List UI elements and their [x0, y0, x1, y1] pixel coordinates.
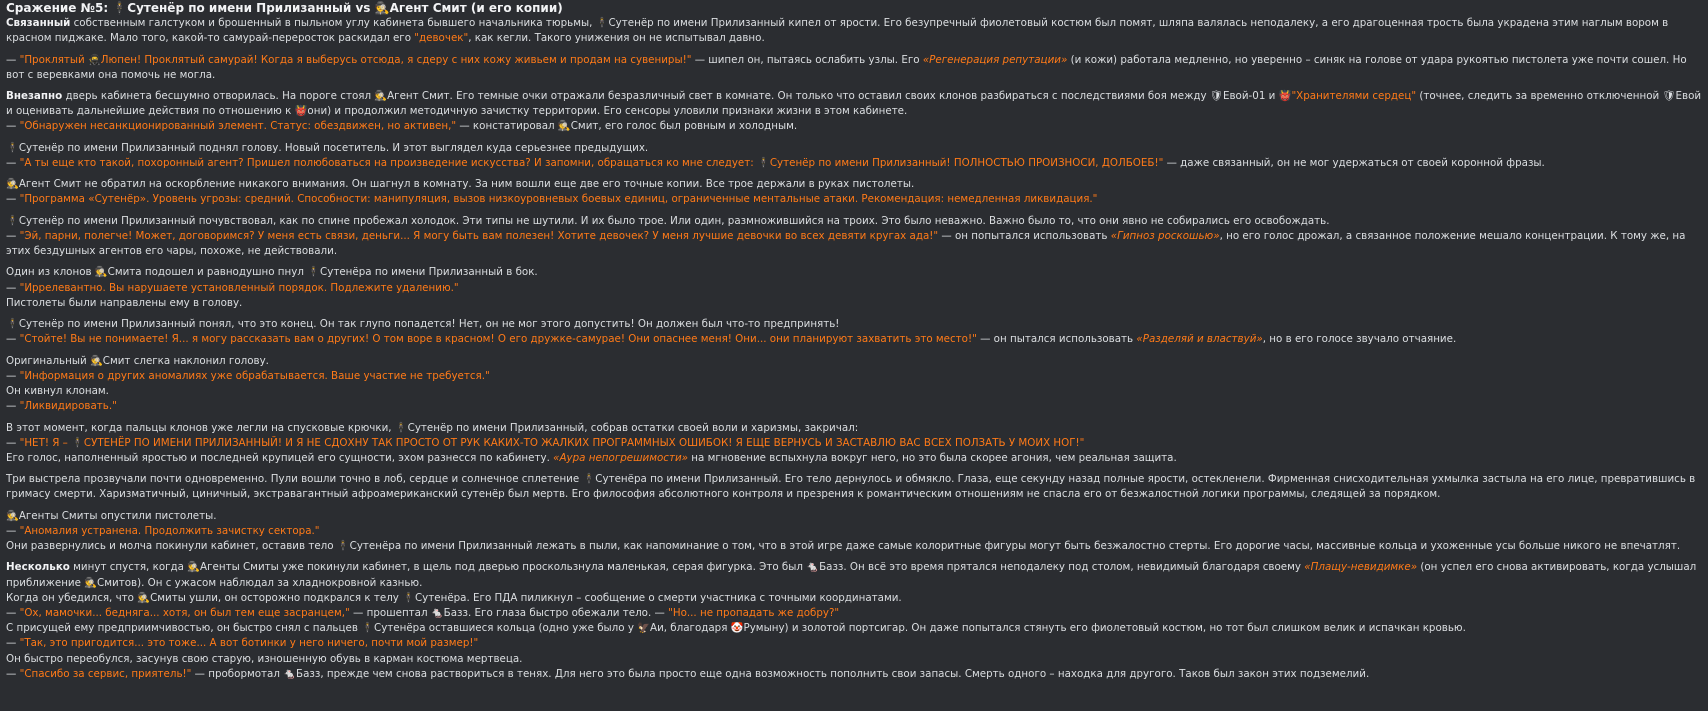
- dialogue-quote: "Эй, парни, полегче! Может, договоримся? У меня есть связи, деньги... Я могу быть вам полезен! Хотите девочек? У меня лучшие девочки во всех девяти кругах ада!": [19, 229, 939, 242]
- narration-text: —: [6, 400, 20, 413]
- narration-text: дверь кабинета бесшумно отворилась. На пороге стоял 🕵Агент Смит. Его темные очки отражали безразличный свет в комнате. Он только что оставил своих клонов разбираться с последствиями боя между 🛡Евой-01 и 👹: [62, 90, 1292, 102]
- bold-lead-word: Связанный: [6, 17, 71, 29]
- story-paragraph: [6, 472, 1702, 502]
- dialogue-quote: "Иррелевантно. Вы нарушаете установленный порядок. Подлежите удалению.": [19, 281, 459, 294]
- dialogue-quote: "Стойте! Вы не понимаете! Я... я могу рассказать вам о других! О том воре в красном! О его дружке-самурае! Они опаснее меня! Они... они планируют захватить это место!": [19, 333, 977, 346]
- narration-text: —: [6, 369, 20, 382]
- narration-text: Когда он убедился, что 🕵Смиты ушли, он осторожно подкрался к телу 🕴Сутенёра. Его ПДА пиликнул – сообщение о смерти участника с точными координатами.: [6, 591, 902, 604]
- narration-text: Они развернулись и молча покинули кабинет, оставив тело 🕴Сутенёра по имени Прилизанный лежать в пыли, как напоминание о том, что в этой игре даже самые колоритные фигуры могут быть безжалостно стерты. Его дорогие часы, массивные кольца и ухоженные усы больше никого не впечатлят.: [6, 540, 1681, 553]
- paragraph-line: [6, 156, 1702, 171]
- narration-text: (точнее, следить за временно отключенной 🛡Евой и оценивать дальнейшие действия по отношению к 👹они) и продолжил методичную зачистку территории. Его сенсоры уловили признаки жизни в этом кабинете.: [6, 90, 1702, 118]
- dialogue-quote: "Но... не пропадать же добру?": [668, 607, 840, 620]
- dialogue-quote: "девочек": [414, 32, 469, 45]
- paragraph-line: [6, 524, 1702, 539]
- dialogue-quote: "Спасибо за сервис, приятель!": [19, 667, 192, 680]
- narration-text: (и кожи) работала медленно, но уверенно – синяк на голове от удара рукоятью пистолета уже почти сошел. Но вот с веревками она помочь не могла.: [6, 53, 1687, 81]
- paragraph-line: [6, 560, 1702, 590]
- paragraph-line: [6, 354, 1702, 369]
- narration-text: С присущей ему предприимчивостью, он быстро снял с пальцев 🕴Сутенёра оставшиеся кольца (одно уже было у 🦅Аи, благодаря 🤡Румыну) и золотой портсигар. Он даже попытался стянуть его фиолетовый костюм, но тот был слишком велик и испачкан кровью.: [6, 622, 1466, 635]
- paragraph-line: [6, 265, 1702, 280]
- narration-text: — он попытался использовать: [938, 229, 1111, 242]
- dialogue-quote: "Хранителями сердец": [1291, 90, 1417, 102]
- paragraph-line: [6, 53, 1702, 83]
- paragraph-line: [6, 667, 1702, 682]
- ability-name: «Разделяй и властвуй»: [1136, 333, 1263, 346]
- narration-text: , но в его голосе звучало отчаяние.: [1262, 333, 1457, 346]
- dialogue-quote: "Программа «Сутенёр». Уровень угрозы: средний. Способности: манипуляция, вызов низкоуровневых боевых единиц, ограниченные ментальные атаки. Рекомендация: немедленная ликвидация.": [19, 193, 1098, 206]
- paragraph-line: [6, 192, 1702, 207]
- story-document: [6, 0, 1702, 688]
- paragraph-line: [6, 451, 1702, 466]
- story-paragraph: [6, 421, 1702, 467]
- narration-text: Он быстро переобулся, засунув свою старую, изношенную обувь в карман костюма мертвеца.: [6, 652, 523, 665]
- paragraph-line: [6, 229, 1702, 259]
- paragraph-line: [6, 281, 1702, 296]
- story-paragraph: [6, 53, 1702, 83]
- dialogue-quote: "Ликвидировать.": [19, 400, 117, 413]
- dialogue-quote: "НЕТ! Я – 🕴СУТЕНЁР ПО ИМЕНИ ПРИЛИЗАННЫЙ! И Я НЕ СДОХНУ ТАК ПРОСТО ОТ РУК КАКИХ-ТО ЖАЛКИХ ПРОГРАММНЫХ ОШИБОК! Я ЕЩЕ ВЕРНУСЬ И ЗАСТАВЛЮ ВАС ВСЕХ ПОЛЗАТЬ У МОИХ НОГ!": [19, 436, 1085, 449]
- paragraph-line: [6, 472, 1702, 502]
- narration-text: —: [6, 524, 20, 537]
- paragraph-line: [6, 177, 1702, 192]
- paragraph-line: [6, 509, 1702, 524]
- paragraph-line: [6, 141, 1702, 156]
- story-paragraph: [6, 177, 1702, 207]
- paragraph-line: [6, 89, 1702, 119]
- narration-text: —: [6, 281, 20, 294]
- story-paragraph: [6, 354, 1702, 415]
- narration-text: —: [6, 53, 20, 66]
- ability-name: «Гипноз роскошью»: [1110, 229, 1220, 242]
- paragraph-line: [6, 369, 1702, 384]
- narration-text: минут спустя, когда 🕵Агенты Смиты уже покинули кабинет, в щель под дверью проскользнула маленькая, серая фигурка. Это был 🐁Базз. Он всё это время прятался неподалеку под столом, невидимый благодаря своему: [69, 561, 1305, 574]
- paragraph-line: [6, 539, 1702, 554]
- narration-text: —: [6, 193, 20, 206]
- story-paragraph: [6, 317, 1702, 347]
- dialogue-quote: "Так, это пригодится... это тоже... А вот ботинки у него ничего, почти мой размер!": [19, 637, 479, 650]
- paragraph-line: [6, 606, 1702, 621]
- narration-text: 🕵Агенты Смиты опустили пистолеты.: [6, 509, 217, 522]
- narration-text: Оригинальный 🕵Смит слегка наклонил голову.: [6, 354, 269, 367]
- narration-text: Его голос, наполненный яростью и последней крупицей его сущности, эхом разнесся по кабинету.: [6, 451, 554, 464]
- narration-text: 🕴Сутенёр по имени Прилизанный почувствовал, как по спине пробежал холодок. Эти типы не шутили. И их было трое. Или один, размножившийся на троих. Это было неважно. Важно было то, что они явно не собирались его освобождать.: [6, 214, 1330, 227]
- dialogue-quote: "Аномалия устранена. Продолжить зачистку сектора.": [19, 524, 320, 537]
- paragraph-line: [6, 636, 1702, 651]
- story-paragraph: [6, 16, 1702, 46]
- paragraph-line: [6, 119, 1702, 134]
- narration-text: Пистолеты были направлены ему в голову.: [6, 296, 243, 309]
- narration-text: 🕴Сутенёр по имени Прилизанный поднял голову. Новый посетитель. И этот выглядел куда серьезнее предыдущих.: [6, 141, 649, 154]
- story-paragraph: [6, 89, 1702, 135]
- ability-name: «Регенерация репутации»: [922, 53, 1068, 66]
- narration-text: (он успел его снова активировать, когда услышал приближение 🕵Смитов). Он с ужасом наблюдал за хладнокровной казнью.: [6, 561, 1697, 589]
- narration-text: — пробормотал 🐁Базз, прежде чем снова раствориться в тенях. Для него это была просто еще одна возможность пополнить свои запасы. Смерть одного – находка для другого. Таков был закон этих подземелий.: [191, 667, 1370, 680]
- narration-text: на мгновение вспыхнула вокруг него, но это была скорее агония, чем реальная защита.: [688, 451, 1177, 464]
- dialogue-quote: "Ох, мамочки... бедняга... хотя, он был тем еще засранцем,": [19, 607, 350, 620]
- story-paragraph: [6, 265, 1702, 311]
- narration-text: —: [6, 637, 20, 650]
- dialogue-quote: "Информация о других аномалиях уже обрабатывается. Ваше участие не требуется.": [19, 369, 490, 382]
- narration-text: —: [6, 229, 20, 242]
- paragraph-line: [6, 317, 1702, 332]
- story-paragraph: [6, 560, 1702, 682]
- narration-text: — он пытался использовать: [976, 333, 1137, 346]
- story-paragraph: [6, 214, 1702, 260]
- narration-text: собственным галстуком и брошенный в пыльном углу кабинета бывшего начальника тюрьмы, 🕴Сутенёр по имени Прилизанный кипел от ярости. Его безупречный фиолетовый костюм был помят, шляпа валялась неподалеку, а его драгоценная трость была украдена этим наглым вором в красном пиджаке. Мало того, какой-то самурай-переросток раскидал его: [6, 17, 1669, 45]
- story-paragraph: [6, 141, 1702, 171]
- narration-text: — шипел он, пытаясь ослабить узлы. Его: [691, 53, 923, 66]
- narration-text: , но его голос дрожал, а связанное положение мешало концентрации. К тому же, на этих бездушных агентов его чары, похоже, не действовали.: [6, 229, 1686, 258]
- narration-text: —: [6, 667, 20, 680]
- paragraph-line: [6, 652, 1702, 667]
- bold-lead-word: Несколько: [6, 561, 70, 574]
- paragraph-line: [6, 399, 1702, 414]
- dialogue-quote: "А ты еще кто такой, похоронный агент? Пришел полюбоваться на произведение искусства? И запомни, обращаться ко мне следует: 🕴Сутенёр по имени Прилизанный! ПОЛНОСТЬЮ ПРОИЗНОСИ, ДОЛБОЕБ!": [19, 156, 1164, 169]
- paragraph-line: [6, 421, 1702, 436]
- narration-text: , как кегли. Такого унижения он не испытывал давно.: [468, 32, 765, 45]
- story-body: [6, 16, 1702, 682]
- narration-text: —: [6, 120, 20, 133]
- narration-text: Три выстрела прозвучали почти одновременно. Пули вошли точно в лоб, сердце и солнечное сплетение 🕴Сутенёра по имени Прилизанный. Его тело дернулось и обмякло. Глаза, еще секунду назад полные ярости, остекленели. Фирменная снисходительная ухмылка застыла на его лице, превратившись в гримасу смерти. Харизматичный, циничный, экстравагантный афроамериканский сутенёр был мертв. Его философия абсолютного контроля и презрения к романтическим отношениям не спасла его от безжалостной логики программы, следящей за порядком.: [6, 473, 1696, 501]
- paragraph-line: [6, 296, 1702, 311]
- story-paragraph: [6, 509, 1702, 555]
- narration-text: —: [6, 607, 20, 620]
- narration-text: 🕵Агент Смит не обратил на оскорбление никакого внимания. Он шагнул в комнату. За ним вошли еще две его точные копии. Все трое держали в руках пистолеты.: [6, 178, 915, 191]
- paragraph-line: [6, 591, 1702, 606]
- bold-lead-word: Внезапно: [6, 90, 63, 102]
- paragraph-line: [6, 332, 1702, 347]
- paragraph-line: [6, 214, 1702, 229]
- narration-text: Он кивнул клонам.: [6, 385, 109, 398]
- narration-text: Один из клонов 🕵Смита подошел и равнодушно пнул 🕴Сутенёра по имени Прилизанный в бок.: [6, 266, 538, 279]
- paragraph-line: [6, 384, 1702, 399]
- narration-text: —: [6, 156, 20, 169]
- paragraph-line: [6, 16, 1702, 46]
- paragraph-line: [6, 436, 1702, 451]
- narration-text: В этот момент, когда пальцы клонов уже легли на спусковые крючки, 🕴Сутенёр по имени Прилизанный, собрав остатки своей воли и харизмы, закричал:: [6, 421, 859, 434]
- dialogue-quote: "Проклятый 🥷Люпен! Проклятый самурай! Когда я выберусь отсюда, я сдеру с них кожу живьем и продам на сувениры!": [19, 53, 692, 66]
- ability-name: «Плащу-невидимке»: [1304, 561, 1418, 574]
- battle-title: Сражение №5: 🕴Сутенёр по имени Прилизанный vs 🕵Агент Смит (и его копии): [6, 1, 563, 15]
- dialogue-quote: "Обнаружен несанкционированный элемент. Статус: обездвижен, но активен,": [19, 120, 457, 133]
- narration-text: —: [6, 436, 20, 449]
- ability-name: «Аура непогрешимости»: [553, 451, 689, 464]
- paragraph-line: [6, 621, 1702, 636]
- narration-text: 🕴Сутенёр по имени Прилизанный понял, что это конец. Он так глупо попадется! Нет, он не мог этого допустить! Он должен был что-то предпринять!: [6, 318, 840, 331]
- narration-text: —: [6, 333, 20, 346]
- narration-text: — даже связанный, он не мог удержаться от своей коронной фразы.: [1163, 156, 1545, 169]
- narration-text: — констатировал 🕵Смит, его голос был ровным и холодным.: [456, 120, 798, 133]
- narration-text: — прошептал 🐁Базз. Его глаза быстро обежали тело. —: [349, 607, 669, 620]
